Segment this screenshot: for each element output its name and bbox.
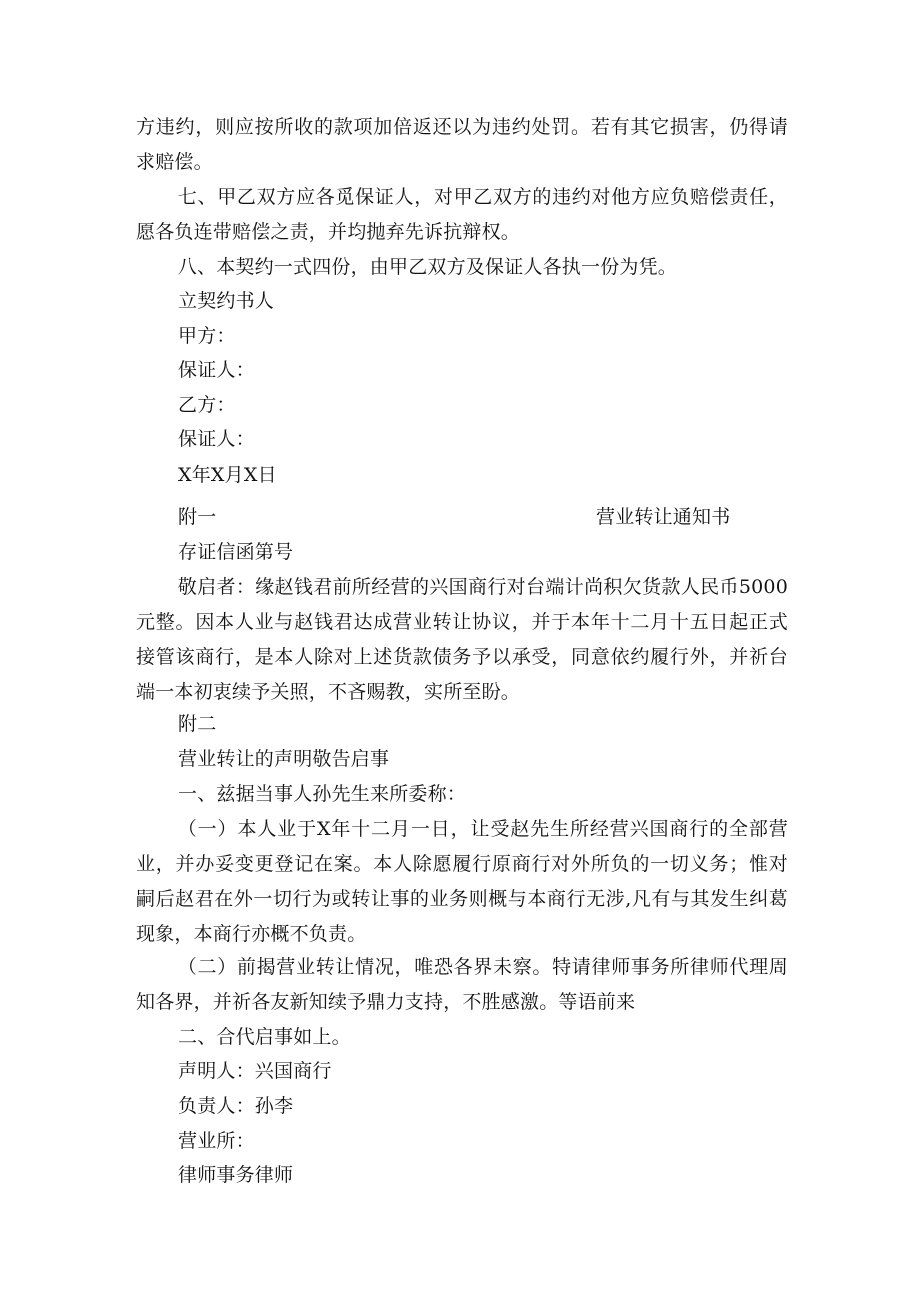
responsible-person-line: 负责人：孙李 xyxy=(178,1095,294,1117)
appendix-two-item-two: 二、合代启事如上。 xyxy=(178,1026,351,1048)
appendix-two-title: 营业转让的声明敬告启事 xyxy=(178,748,390,770)
signature-heading: 立契约书人 xyxy=(178,290,275,312)
party-b-label: 乙方： xyxy=(178,394,236,416)
paragraph-clause-eight: 八、本契约一式四份，由甲乙双方及保证人各执一份为凭。 xyxy=(177,256,677,278)
guarantor-b-label: 保证人： xyxy=(178,428,255,450)
appendix-one-label: 附一 xyxy=(178,506,217,528)
lawyer-line: 律师事务律师 xyxy=(178,1164,294,1186)
appendix-one-ref: 存证信函第号 xyxy=(178,541,294,563)
guarantor-a-label: 保证人： xyxy=(178,359,255,381)
business-office-line: 营业所： xyxy=(178,1130,255,1152)
paragraph-clause-seven: 七、甲乙双方应各觅保证人，对甲乙双方的违约对他方应负赔偿责任，愿各负连带赔偿之责，并均抛弃先诉抗辩权。 xyxy=(136,186,788,243)
declarant-line: 声明人：兴国商行 xyxy=(178,1060,332,1082)
paragraph-notice-body: 敬启者：缘赵钱君前所经营的兴国商行对台端计尚积欠货款人民币5000元整。因本人业与赵钱君达成营业转让协议，并于本年十二月十五日起正式接管该商行，是本人除对上述货款债务予以承受，同意依约履行外，并祈台端一本初衷续予关照，不吝赐教，实所至盼。 xyxy=(136,576,788,703)
appendix-two-item-one: 一、兹据当事人孙先生来所委称： xyxy=(178,783,467,805)
paragraph-sub-item-two: （二）前揭营业转让情况，唯恐各界未察。特请律师事务所律师代理周知各界，并祈各友新知续予鼎力支持，不胜感激。等语前来 xyxy=(136,956,788,1013)
appendix-two-label: 附二 xyxy=(178,713,217,735)
paragraph-sub-item-one: （一）本人业于X年十二月一日，让受赵先生所经营兴国商行的全部营业，并办妥变更登记在案。本人除愿履行原商行对外所负的一切义务；惟对嗣后赵君在外一切行为或转让事的业务则概与本商行无涉,凡有与其发生纠葛现象，本商行亦概不负责。 xyxy=(136,818,788,945)
paragraph-breach-penalty: 方违约，则应按所收的款项加倍返还以为违约处罚。若有其它损害，仍得请求赔偿。 xyxy=(136,116,788,173)
contract-date: X年X月X日 xyxy=(178,464,277,486)
appendix-one-title: 营业转让通知书 xyxy=(596,506,731,528)
party-a-label: 甲方： xyxy=(178,325,236,347)
